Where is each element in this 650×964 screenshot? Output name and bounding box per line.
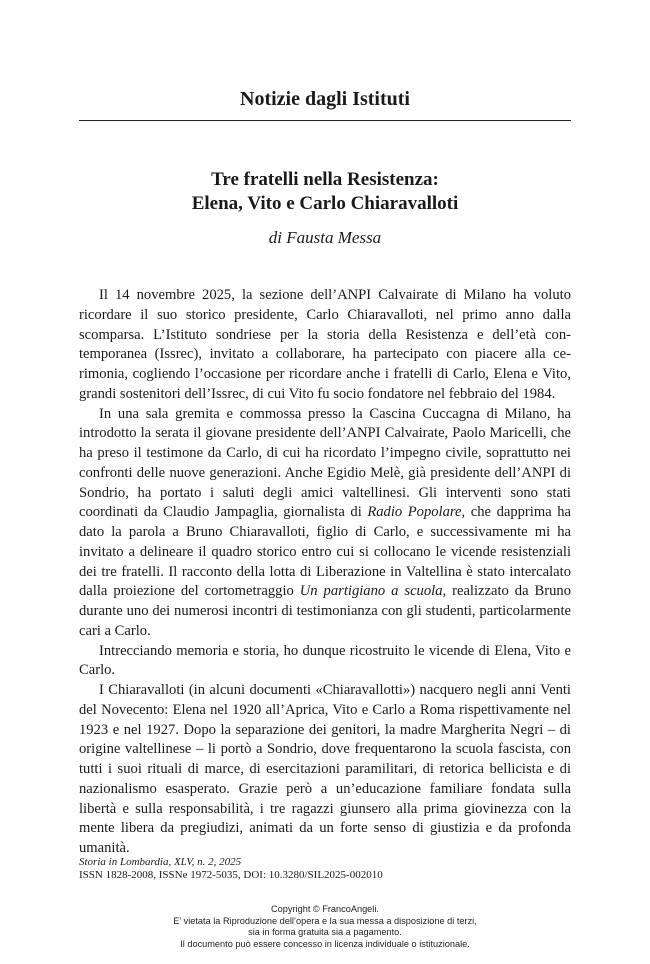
- radio-name: Radio Popolare: [367, 504, 462, 521]
- paragraph-2-text-c: , realizzato da Bruno durante uno dei numerosi incontri di testimonianza con gli studenti, particolarmente cari a Carlo.: [79, 583, 571, 639]
- paragraph-1: Il 14 novembre 2025, la sezione dell’ANPI Calvairate di Milano ha voluto ricordare il suo storico presidente, Carlo Chiaravalloti, nel primo anno dalla scomparsa. L’Istituto sondriese per la storia della Resistenza e dell’età contemporanea (Issrec), invitato a collaborare, ha partecipato con piacere alla cerimonia, cogliendo l’occasione per ricordare anche i fratelli di Carlo, Elena e Vito, grandi sostenitori dell’Issrec, di cui Vito fu socio fondatore nel febbraio del 1984.: [79, 287, 571, 402]
- copyright-notice: [0, 904, 650, 950]
- copyright-line-4: Il documento può essere concesso in licenza individuale o istituzionale.: [180, 938, 470, 949]
- issn-doi: ISSN 1828-2008, ISSNe 1972-5035, DOI: 10.3280/SIL2025-002010: [79, 869, 383, 881]
- paragraph-2: [79, 405, 571, 642]
- paragraph-2-text-b: , che dapprima ha dato la parola a Bruno Chiaravalloti, figlio di Carlo, e successivamente mi ha invitato a delineare il quadro storico entro cui si collocano le vicende resistenziali dei tre fratelli. Il racconto della lotta di Liberazione in Valtellina è stato intercalato dalla proiezione del cortometraggio: [79, 504, 572, 600]
- copyright-line-3: sia in forma gratuita sia a pagamento.: [248, 927, 402, 937]
- article-body: [79, 286, 571, 859]
- film-title: Un partigiano a scuola: [299, 583, 443, 600]
- copyright-line-1: Copyright © FrancoAngeli.: [271, 904, 379, 914]
- section-title: Notizie dagli Istituti: [240, 88, 410, 110]
- paragraph-2-text-a: In una sala gremita e commossa presso la Cascina Cuccagna di Milano, ha introdotto la serata il giovane presidente dell’ANPI Calvairate, Paolo Maricelli, che ha preso il testimone da Carlo, di cui ha ricordato l’impegno civile, soprattutto nei confronti delle nuove generazioni. Anche Egidio Melè, già presidente dell’ANPI di Sondrio, ha portato i saluti degli amici valtellinesi. Gli interventi sono stati coordinati da Claudio Jampaglia, giornalista di: [79, 405, 571, 521]
- header-rule: [79, 120, 571, 121]
- article-title-line-1: Tre fratelli nella Resistenza:: [211, 169, 439, 190]
- paragraph-4: I Chiaravalloti (in alcuni documenti «Chiaravallotti») nacquero negli anni Venti del Novecento: Elena nel 1920 all’Aprica, Vito e Carlo a Roma rispettivamente nel 1923 e nel 1927. Dopo la separazione dei genitori, la madre Margherita Negri – di origine valtellinese – li portò a Sondrio, dove frequentarono la scuola fascista, con tutti i suoi rituali di marce, di esercitazioni paramilitari, di retorica bellicista e di nazionalismo esasperato. Grazie però a un’educazione familiare fondata sulla libertà e sulla responsabilità, i tre ragazzi giunsero alla prima giovinezza con la mente libera da pregiudizi, animati da un forte senso di giustizia e da profonda umanità.: [79, 682, 571, 856]
- copyright-line-2: E’ vietata la Riproduzione dell’opera e la sua messa a disposizione di terzi,: [173, 915, 477, 926]
- journal-citation: Storia in Lombardia, XLV, n. 2, 2025: [79, 856, 242, 868]
- article-title-line-2: Elena, Vito e Carlo Chiaravalloti: [191, 193, 459, 214]
- article-author: di Fausta Messa: [268, 228, 382, 247]
- paragraph-3: Intrecciando memoria e storia, ho dunque ricostruito le vicende di Elena, Vito e Carlo.: [79, 642, 571, 679]
- article-title: [0, 168, 650, 216]
